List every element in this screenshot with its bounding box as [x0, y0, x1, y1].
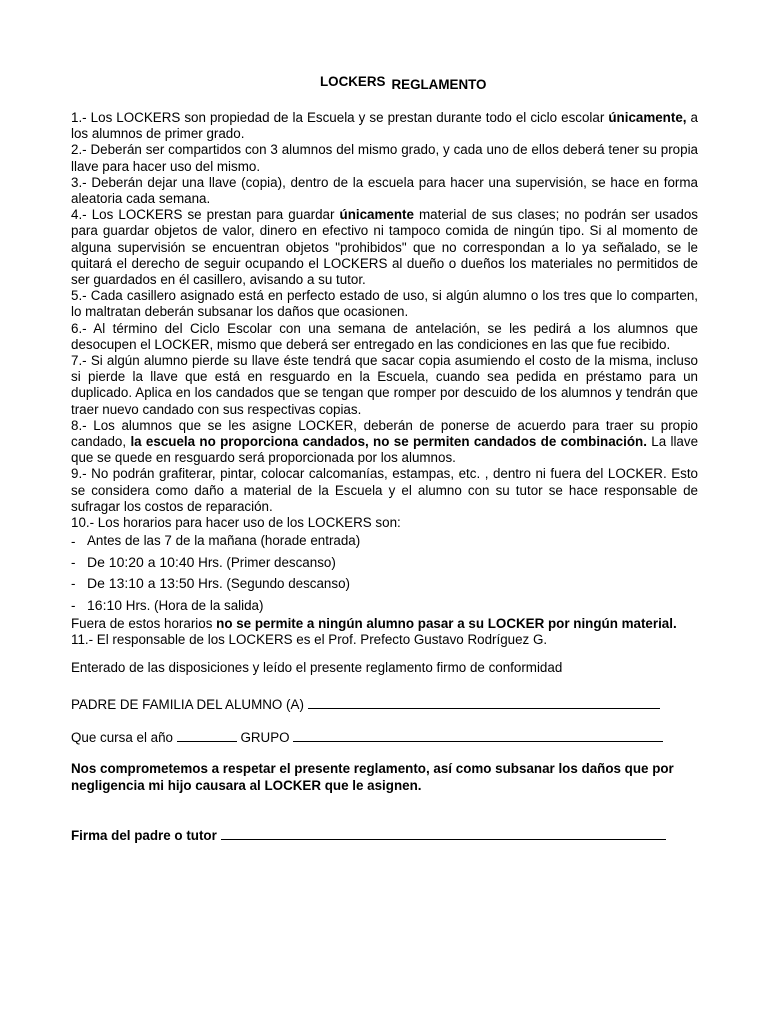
commitment-text: Nos comprometemos a respetar el presente reglamento, así como subsanar los daños que por negligencia mi hijo causara al LOCKER que le asignen. — [71, 761, 674, 793]
parent-label: PADRE DE FAMILIA DEL ALUMNO (A) — [71, 697, 304, 712]
schedule-list — [71, 531, 698, 616]
title-reglamento: REGLAMENTO — [391, 77, 487, 92]
schedule-time: De 13:10 a 13:50 — [87, 575, 195, 592]
schedule-item — [71, 573, 698, 595]
rule-10: 10.- Los horarios para hacer uso de los LOCKERS son: — [71, 515, 401, 531]
acknowledgement-text: Enterado de las disposiciones y leído el presente reglamento firmo de conformidad — [71, 660, 563, 675]
schedule-desc: Hrs. (Hora de la salida) — [122, 597, 264, 613]
rule-4 — [71, 207, 698, 288]
rule-5: 5.- Cada casillero asignado está en perfecto estado de uso, si algún alumno o los tres que lo comparten, lo maltratan deberán subsanar los daños que ocasionen. — [71, 288, 698, 320]
rule-11: 11.- El responsable de los LOCKERS es el Prof. Prefecto Gustavo Rodríguez G. — [71, 632, 548, 648]
year-label: Que cursa el año — [71, 730, 173, 745]
rule-9: 9.- No podrán grafiterar, pintar, colocar calcomanías, estampas, etc. , dentro ni fuera del LOCKER. Esto se considera como daño a material de la Escuela y el alumno con su tutor se hace responsable de sufragar los costos de reparación. — [71, 466, 698, 514]
schedule-item — [71, 552, 698, 574]
schedule-time: De 10:20 a 10:40 — [87, 553, 195, 570]
schedule-restriction — [71, 616, 698, 632]
schedule-item — [71, 531, 698, 552]
rule-1-text: 1.- Los LOCKERS son propiedad de la Escuela y se prestan durante todo el ciclo escolar — [71, 110, 609, 125]
schedule-desc: Hrs. (Primer descanso) — [194, 554, 336, 570]
rule-7: 7.- Si algún alumno pierde su llave éste tendrá que sacar copia asumiendo el costo de la misma, incluso si pierde la llave que está en resguardo en la Escuela, cuando sea pedida en préstamo para un duplicado. Aplica en los candados que se tengan que romper por descuido de los alumnos y tendrán que traer nuevo candado con sus respectivas copias. — [71, 353, 698, 417]
rule-1-emphasis: únicamente, — [608, 110, 687, 125]
schedule-desc: Hrs. (Segundo descanso) — [194, 576, 350, 592]
schedule-time: Antes de las 7 de la mañana (horade entrada) — [87, 533, 361, 549]
parent-name-field[interactable] — [308, 696, 660, 709]
rule-8-text-end: La llave que se quede en resguardo será proporcionada por los alumnos. — [71, 434, 699, 466]
schedule-time: 16:10 — [87, 596, 123, 613]
rules-body — [71, 110, 698, 649]
group-field[interactable] — [293, 729, 663, 742]
signature-label: Firma del padre o tutor — [71, 828, 217, 843]
rule-8-text: 8.- Los alumnos que se les asigne LOCKER, deberán de ponerse de acuerdo para traer su propio candado, — [71, 417, 698, 450]
rule-8-emphasis: la escuela no proporciona candados, no se permiten candados de combinación. — [130, 434, 647, 450]
rule-8 — [71, 418, 698, 467]
title-lockers: LOCKERS — [320, 74, 386, 89]
grade-group-line — [71, 729, 663, 745]
year-field[interactable] — [177, 729, 237, 742]
rule-2: 2.- Deberán ser compartidos con 3 alumnos del mismo grado, y cada uno de ellos deberá tener su propia llave para hacer uso del mismo. — [71, 142, 698, 174]
schedule-item — [71, 595, 698, 617]
rule-1-text-end: a los alumnos de primer grado. — [71, 110, 698, 142]
signature-field[interactable] — [221, 827, 666, 840]
rule-6: 6.- Al término del Ciclo Escolar con una semana de antelación, se les pedirá a los alumnos que desocupen el LOCKER, mismo que deberá ser entregado en las condiciones en las que fue recibido. — [71, 320, 698, 352]
rule-4-text-end: material de sus clases; no podrán ser usados para guardar objetos de valor, dinero en efectivo ni tampoco comida de ningún tipo. Si al momento de alguna supervisión se encuentran objetos "prohibidos" que no correspondan a lo ya señalado, se le quitará el derecho de seguir ocupando el LOCKERS al dueño o dueños los materiales no permitidos de ser guardados en él casillero, avisando a su tutor. — [71, 207, 698, 288]
restriction-emphasis: no se permite a ningún alumno pasar a su LOCKER por ningún material. — [216, 616, 677, 632]
group-label: GRUPO — [240, 730, 290, 745]
rule-4-text: 4.- Los LOCKERS se prestan para guardar — [71, 207, 340, 223]
parent-line — [71, 696, 660, 712]
rule-3: 3.- Deberán dejar una llave (copia), dentro de la escuela para hacer una supervisión, se hace en forma aleatoria cada semana. — [71, 174, 698, 207]
document-title — [320, 74, 487, 92]
signature-line — [71, 827, 666, 843]
restriction-text: Fuera de estos horarios — [71, 616, 217, 632]
rule-1 — [71, 110, 698, 142]
rule-4-emphasis: únicamente — [339, 207, 414, 223]
